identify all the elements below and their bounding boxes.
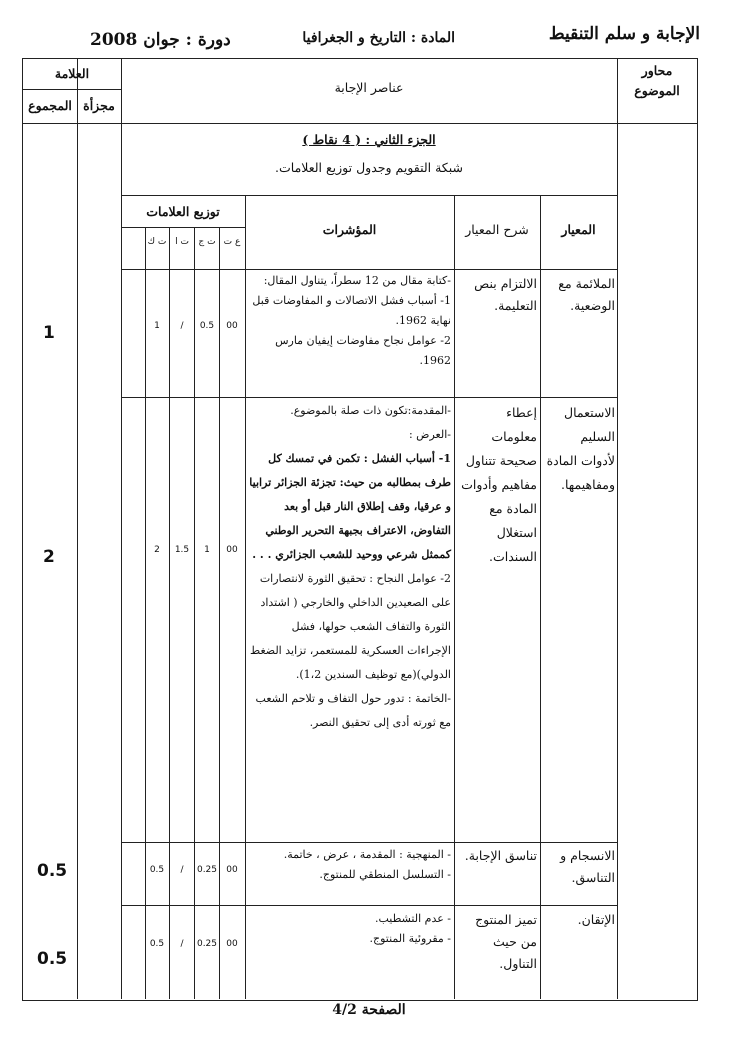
col-header: ت ك bbox=[147, 237, 167, 247]
session-label: دورة : جوان 2008 bbox=[90, 30, 231, 50]
answer-elements-header: عناصر الإجابة bbox=[334, 80, 404, 95]
indicator-line: 1- أسباب الفشل : تكمن في تمسك كل طرف بمطالبه من حيث: تجزئة الجزائر ترابيا و عرقيا، وقف إطلاق النار قبل أو بعد التفاوض، الاعتراف بجبهة التحرير الوطني كممثل شرعي ووحيد للشعب الجزائري . . . bbox=[249, 452, 451, 561]
mark-cell: 0.25 bbox=[196, 939, 218, 949]
mark-cell: 0.5 bbox=[199, 321, 215, 331]
indicator-line: - التسلسل المنطقي للمنتوج. bbox=[319, 868, 451, 881]
total-header: المجموع bbox=[28, 98, 72, 113]
indicators-header: المؤشرات bbox=[322, 222, 377, 237]
explanation-cell: تناسق الإجابة. bbox=[464, 848, 537, 863]
indicator-line: -المقدمة:تكون ذات صلة بالموضوع. bbox=[290, 404, 451, 417]
mark-cell: 1.5 bbox=[174, 545, 190, 555]
total-score: 0.5 bbox=[37, 949, 68, 969]
part-two-subtitle: شبكة التقويم وجدول توزيع العلامات. bbox=[275, 160, 463, 175]
mark-cell: 00 bbox=[226, 545, 238, 555]
axes-header: محاور الموضوع bbox=[634, 63, 680, 98]
mark-header: العلامة bbox=[54, 66, 90, 81]
mark-cell: 0.5 bbox=[149, 939, 165, 949]
indicator-line: - عدم التشطيب. bbox=[374, 912, 451, 925]
criterion-explanation-header: شرح المعيار bbox=[465, 222, 529, 237]
explanation-cell: تميز المنتوج من حيث التناول. bbox=[475, 912, 537, 971]
criterion-cell: الانسجام و التناسق. bbox=[560, 848, 615, 885]
mark-cell: 1 bbox=[204, 545, 210, 555]
mark-cell: 00 bbox=[226, 865, 238, 875]
mark-cell: / bbox=[180, 939, 184, 949]
mark-cell: 1 bbox=[154, 321, 160, 331]
total-score: 0.5 bbox=[37, 861, 68, 881]
col-header: ت ج bbox=[198, 237, 216, 247]
criterion-header: المعيار bbox=[561, 222, 596, 237]
indicator-line: - المنهجية : المقدمة ، عرض ، خاتمة. bbox=[283, 848, 451, 861]
partial-header: مجزأة bbox=[83, 98, 115, 113]
col-header: ت ا bbox=[175, 237, 189, 247]
indicator-line: 2- عوامل النجاح : تحقيق الثورة لانتصارات على الصعيدين الداخلي والخارجي ( اشتداد الثورة والتفاف الشعب حولها، فشل الإجراءات العسكرية للمستعمر، تزايد الضغط الدولي)(مع توظيف السندين 1،2). bbox=[250, 572, 451, 681]
total-score: 2 bbox=[43, 547, 55, 567]
explanation-cell: الالتزام بنص التعليمة. bbox=[474, 276, 537, 313]
part-two-title: الجزء الثاني : ( 4 نقاط ) bbox=[302, 132, 436, 147]
indicator-line: - مقروئية المنتوج. bbox=[369, 932, 451, 945]
document-title: الإجابة و سلم التنقيط bbox=[548, 24, 700, 44]
criterion-cell: الاستعمال السليم لأدوات المادة ومفاهيمها. bbox=[546, 405, 615, 492]
mark-cell: 2 bbox=[154, 545, 160, 555]
indicator-line: 1- أسباب فشل الاتصالات و المفاوضات قبل نهاية 1962. bbox=[252, 294, 451, 327]
criterion-cell: الملائمة مع الوضعية. bbox=[558, 276, 615, 313]
distribution-header: توزيع العلامات bbox=[146, 204, 220, 219]
subject-label: المادة : التاريخ و الجغرافيا bbox=[302, 30, 455, 46]
indicator-line: -الخاتمة : تدور حول التفاف و تلاحم الشعب مع ثورته أدى إلى تحقيق النصر. bbox=[255, 692, 451, 729]
criterion-cell: الإتقان. bbox=[577, 912, 615, 927]
answer-table bbox=[22, 58, 698, 1001]
total-score: 1 bbox=[43, 323, 55, 343]
col-header: ع ت bbox=[223, 237, 241, 247]
indicator-line: -كتابة مقال من 12 سطراً، يتناول المقال: bbox=[263, 274, 451, 287]
mark-cell: 0.25 bbox=[196, 865, 218, 875]
page-header bbox=[90, 20, 700, 54]
indicator-line: 2- عوامل نجاح مفاوضات إيفيان مارس 1962. bbox=[275, 334, 451, 367]
mark-cell: / bbox=[180, 865, 184, 875]
indicator-line: -العرض : bbox=[408, 428, 451, 441]
mark-cell: 00 bbox=[226, 939, 238, 949]
explanation-cell: إعطاء معلومات صحيحة تتناول مفاهيم وأدوات المادة مع استغلال السندات. bbox=[461, 405, 537, 564]
mark-cell: 00 bbox=[226, 321, 238, 331]
mark-cell: / bbox=[180, 321, 184, 331]
mark-cell: 0.5 bbox=[149, 865, 165, 875]
page-number: الصفحة 4/2 bbox=[332, 1002, 406, 1018]
